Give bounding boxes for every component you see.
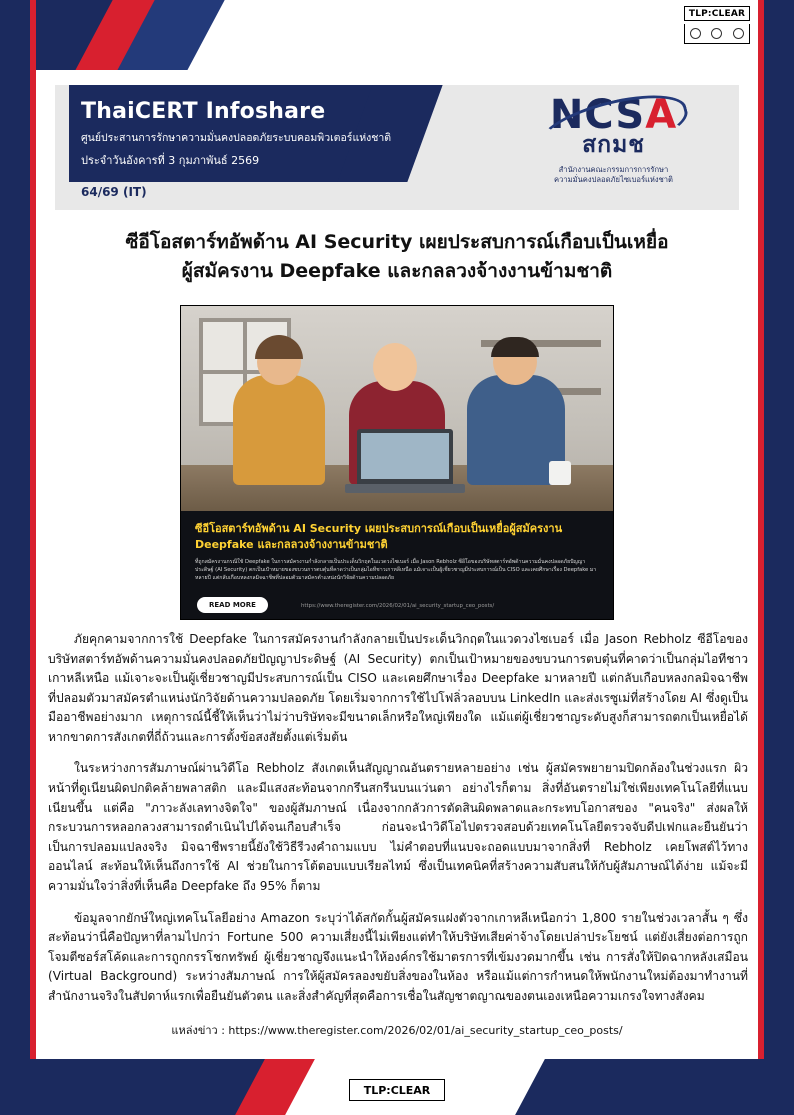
tlp-traffic-light-icon	[684, 24, 750, 44]
logo-letter-s: S	[615, 92, 646, 138]
ncsa-wordmark	[549, 92, 678, 138]
document-header	[55, 85, 739, 210]
article-body	[48, 630, 748, 1018]
header-issue-number: 64/69 (IT)	[81, 185, 147, 199]
tlp-badge-top: TLP:CLEAR	[684, 6, 750, 21]
headline-line-2: ผู้สมัครงาน Deepfake และกลลวงจ้างงานข้ามชาติ	[181, 259, 613, 282]
logo-letter-c: C	[584, 92, 616, 138]
tlp-badge-bottom: TLP:CLEAR	[349, 1079, 445, 1101]
photo-laptop-screen	[357, 429, 453, 485]
header-date-subtitle: ประจำวันอังคารที่ 3 กุมภาพันธ์ 2569	[81, 154, 260, 167]
left-red-bar	[30, 0, 36, 1115]
photo-laptop-base	[345, 484, 465, 493]
photo-coffee-cup	[549, 461, 571, 485]
tlp-dot-2-icon	[711, 28, 722, 39]
body-paragraph-2: ในระหว่างการสัมภาษณ์ผ่านวิดีโอ Rebholz สังเกตเห็นสัญญาณอันตรายหลายอย่าง เช่น ผู้สมัครพยายามปิดกล้องในช่วงแรก ผิวหน้าที่ดูเนียนผิดปกติคล้ายพลาสติก และมีแสงสะท้อนจากกรึนสกรีนบนแว่นตา อย่างไรก็ตาม สิ่งที่อันตรายไม่ใช่เพียงเทคโนโลยีที่แนบเนียนขึ้น แต่คือ "ภาวะลังเลทางจิตใจ" ของผู้สัมภาษณ์ เนื่องจากกลัวการตัดสินผิดพลาดและกระทบโอกาสของ "คนจริง" ส่งผลให้กระบวนการหลอกลวงสามารถดำเนินไปได้จนเกือบสำเร็จ ก่อนจะนำวิดีโอไปตรวจสอบด้วยเทคโนโลยีตรวจจับดีปเฟกและยืนยันว่าเป็นการปลอมแปลงจริง มิจฉาชีพรายนี้ยังใช้วิธีรีวงคำถามแบบ ไม่คำตอบที่แนบจะถอดแบบมาจากสิ่งที่ Rebholz เคยโพสต์ไว้ทางออนไลน์ สะท้อนให้เห็นถึงการใช้ AI ช่วยในการโต้ตอบแบบเรียลไทม์ ซึ่งเป็นเทคนิคที่สร้างความสับสนให้กับผู้สัมภาษณ์ได้ง่าย แม้จะมีความมั่นใจว่าสิ่งที่เห็นคือ Deepfake ถึง 95% ก็ตาม	[48, 761, 748, 893]
right-red-bar	[758, 0, 764, 1115]
logo-letter-a: A	[645, 92, 678, 138]
body-paragraph-3: ข้อมูลจากยักษ์ใหญ่เทคโนโลยีอย่าง Amazon ระบุว่าได้สกัดกั้นผู้สมัครแฝงตัวจากเกาหลีเหนือกว่า 1,800 รายในช่วงเวลาสั้น ๆ ซึ่งสะท้อนว่านี่คือปัญหาที่ลามไปกว่า Fortune 500 ความเสี่ยงนี้ไม่เพียงแต่ทำให้บริษัทเสียค่าจ้างโดยเปล่าประโยชน์ แต่ยังเสี่ยงต่อการถูกโจมตีซอร์สโค้ดและการถูกกรรโชกทรัพย์ ผู้เชี่ยวชาญจึงแนะนำให้องค์กรใช้มาตรการที่เข้มงวดมากขึ้น เช่น การสั่งให้ปิดฉากหลังเสมือน (Virtual Background) ระหว่างสัมภาษณ์ การให้ผู้สมัครลองขยับสิ่งของในห้อง หรือแม้แต่การกำหนดให้พนักงานใหม่ต้องมาทำงานที่สำนักงานจริงในสัปดาห์แรกเพื่อยืนยันตัวตน และสิ่งสำคัญที่สุดคือการเชื่อในสัญชาตญาณของตนเองเหนือความเกรงใจทางสังคม	[48, 910, 748, 1003]
photo-laptop-display	[361, 433, 449, 479]
headline-line-1: ซีอีโอสตาร์ทอัพด้าน AI Security เผยประสบการณ์เกือบเป็นเหยื่อ	[125, 231, 669, 253]
photo-person-left	[233, 375, 325, 485]
logo-caption-line1: สำนักงานคณะกรรมการการรักษา	[558, 165, 669, 174]
left-navy-bar	[0, 0, 30, 1115]
ncsa-logo	[516, 92, 711, 186]
header-org-subtitle: ศูนย์ประสานการรักษาความมั่นคงปลอดภัยระบบคอมพิวเตอร์แห่งชาติ	[81, 132, 392, 144]
logo-thai-wordmark: สกมช	[582, 132, 645, 158]
article-headline	[60, 228, 734, 285]
logo-letter-n: N	[549, 92, 585, 138]
article-photo	[181, 306, 614, 511]
tlp-dot-1-icon	[690, 28, 701, 39]
photo-person-center-head	[373, 343, 417, 391]
logo-caption	[516, 165, 711, 186]
article-image	[180, 305, 614, 620]
tlp-dot-3-icon	[733, 28, 744, 39]
read-more-button[interactable]: READ MORE	[197, 597, 268, 613]
image-caption-title: ซีอีโอสตาร์ทอัพด้าน AI Security เผยประสบการณ์เกือบเป็นเหยื่อผู้สมัครงาน Deepfake และกลลวงจ้างงานข้ามชาติ	[195, 522, 563, 551]
page-title: ThaiCERT Infoshare	[81, 99, 326, 124]
right-navy-bar	[764, 0, 794, 1115]
image-caption-body: ที่ถูกสมัครงานกรณีใช้ Deepfake ในการสมัครงานกำลังกลายเป็นประเด็นวิกฤตในแวดวงไซเบอร์ เมื่อ Jason Rebholz ซีอีโอของบริษัทสตาร์ทอัพด้านความมั่นคงปลอดภัยปัญญาประดิษฐ์ (AI Security) ตกเป็นเป้าหมายของขบวนการตบตุ๋นที่คาดว่าเป็นกลุ่มไอทีชาวเกาหลีเหนือ แม้เจาะเป็นผู้เชี่ยวชาญมีประสบการณ์เป็น CISO และเคยศึกษาเรื่อง Deepfake มาหลายปี แต่กลับเกือบหลงกลมิจฉาชีพที่ปลอมตัวมาสมัครตำแหน่งนักวิจัยด้านความปลอดภัย	[195, 558, 597, 581]
source-link[interactable]: แหล่งข่าว : https://www.theregister.com/2026/02/01/ai_security_startup_ceo_posts/	[171, 1024, 623, 1037]
image-caption-url[interactable]: https://www.theregister.com/2026/02/01/ai_security_startup_ceo_posts/	[301, 603, 495, 609]
logo-caption-line2: ความมั่นคงปลอดภัยไซเบอร์แห่งชาติ	[553, 175, 673, 185]
article-image-caption	[181, 511, 614, 620]
body-paragraph-1: ภัยคุกคามจากการใช้ Deepfake ในการสมัครงานกำลังกลายเป็นประเด็นวิกฤตในแวดวงไซเบอร์ เมื่อ Jason Rebholz ซีอีโอของบริษัทสตาร์ทอัพด้านความมั่นคงปลอดภัยปัญญาประดิษฐ์ (AI Security) ตกเป็นเป้าหมายของขบวนการตบตุ๋นที่คาดว่าเป็นกลุ่มไอทีชาวเกาหลีเหนือ แม้เจาะจะเป็นผู้เชี่ยวชาญมีประสบการณ์เป็น CISO และเคยศึกษาเรื่อง Deepfake มาหลายปี แต่กลับเกือบหลงกลมิจฉาชีพที่ปลอมตัวมาสมัครตำแหน่งนักวิจัยด้านความปลอดภัย โดยเริ่มจากการใช้ไปโฟลิ่วลอบบน LinkedIn และส่งเรซูเม่ที่สร้างโดย AI ซึ่งดูเป็นมืออาชีพอย่างมาก เหตุการณ์นี้ชี้ให้เห็นว่าไม่ว่าบริษัทจะมีขนาดเล็กหรือใหญ่เพียงใด แม้แต่ผู้เชี่ยวชาญระดับสูงก็สามารถตกเป็นเหยื่อได้ หากขาดการสังเกตที่ถี่ถ้วนและการตั้งข้อสงสัยตั้งแต่เริ่มต้น	[48, 632, 748, 744]
